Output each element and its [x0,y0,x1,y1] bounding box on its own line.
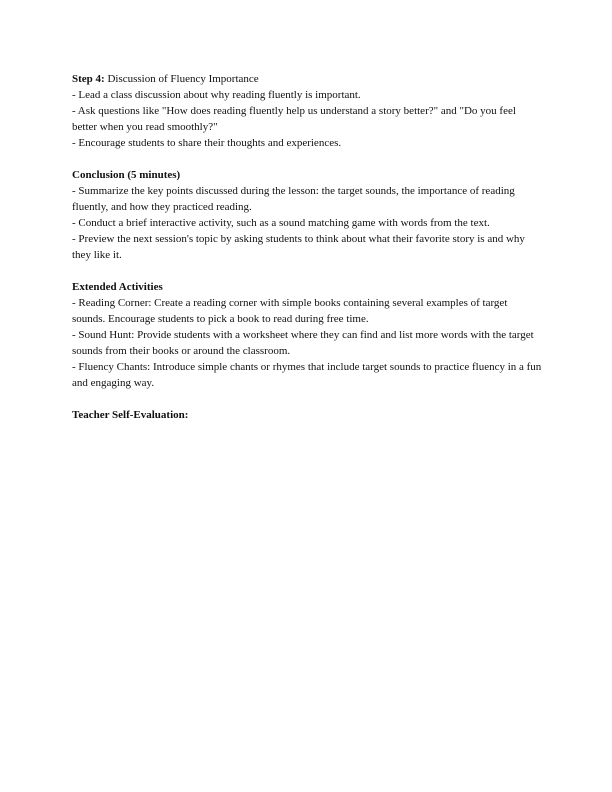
document-page [72,71,542,439]
teacher-self-evaluation-section [72,407,542,423]
list-item: - Fluency Chants: Introduce simple chants or rhymes that include target sounds to practice fluency in a fun and engaging way. [72,361,542,389]
conclusion-heading: Conclusion (5 minutes) [72,169,181,181]
step4-title: Discussion of Fluency Importance [104,73,259,85]
list-item: - Preview the next session's topic by asking students to think about what their favorite story is and why they like it. [72,233,525,261]
list-item: - Lead a class discussion about why reading fluently is important. [72,89,361,101]
step4-section [72,71,542,151]
step4-heading [72,71,542,87]
list-item: - Summarize the key points discussed during the lesson: the target sounds, the importance of reading fluently, and how they practiced reading. [72,185,515,213]
extended-activities-heading: Extended Activities [72,281,163,293]
list-item: - Ask questions like "How does reading fluently help us understand a story better?" and "Do you feel better when you read smoothly?" [72,105,516,133]
conclusion-section [72,167,542,263]
extended-activities-section [72,279,542,391]
list-item: - Reading Corner: Create a reading corner with simple books containing several examples of target sounds. Encourage students to pick a book to read during free time. [72,297,508,325]
step4-label: Step 4: [72,73,105,85]
teacher-self-evaluation-heading: Teacher Self-Evaluation: [72,409,189,421]
list-item: - Conduct a brief interactive activity, such as a sound matching game with words from the text. [72,217,490,229]
list-item: - Encourage students to share their thoughts and experiences. [72,137,342,149]
list-item: - Sound Hunt: Provide students with a worksheet where they can find and list more words with the target sounds from their books or around the classroom. [72,329,534,357]
